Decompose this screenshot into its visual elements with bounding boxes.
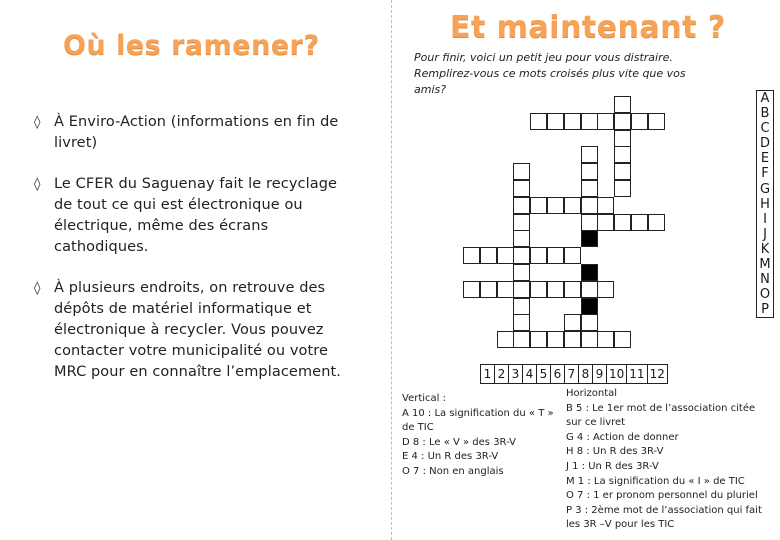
crossword-cell [581, 214, 598, 231]
row-letter: M [759, 257, 771, 273]
right-title: Et maintenant ? [450, 10, 726, 45]
crossword-cell [480, 281, 497, 298]
crossword-cell [581, 180, 598, 197]
crossword-cell [547, 197, 564, 214]
crossword-cell [513, 264, 530, 281]
row-letter: K [760, 241, 770, 257]
crossword-cell [614, 146, 631, 163]
crossword-cell [648, 214, 665, 231]
drop-off-list [34, 112, 354, 403]
clue: O 7 : Non en anglais [402, 465, 504, 477]
crossword-intro: Pour finir, voici un petit jeu pour vous distraire. Remplirez-vous ce mots croisés plus vite que vos amis? [414, 51, 686, 96]
clue: H 8 : Un R des 3R-V [566, 446, 664, 458]
column-number: 6 [551, 365, 565, 383]
row-letter: O [759, 287, 771, 303]
clue: A 10 : La signification du « T » de TIC [402, 407, 557, 434]
list-item-text: Le CFER du Saguenay fait le recyclage de tout ce qui est électronique ou électrique, même des écrans cathodiques. [54, 176, 338, 255]
column-number: 8 [579, 365, 593, 383]
clue: O 7 : 1 er pronom personnel du pluriel [566, 490, 758, 502]
vertical-clues [402, 392, 562, 480]
row-letter: H [760, 196, 770, 212]
crossword-cell [463, 281, 480, 298]
column-number: 5 [537, 365, 551, 383]
crossword-black-cell [581, 298, 598, 315]
crossword-cell [614, 113, 631, 130]
column-number: 1 [481, 365, 495, 383]
clue: G 4 : Action de donner [566, 431, 679, 443]
crossword-cell [530, 113, 547, 130]
crossword-cell [581, 314, 598, 331]
crossword-cell [581, 146, 598, 163]
crossword-cell [614, 180, 631, 197]
row-letter: F [761, 166, 769, 182]
crossword-cell [547, 281, 564, 298]
column-number: 9 [593, 365, 607, 383]
crossword-cell [547, 247, 564, 264]
crossword-cell [547, 331, 564, 348]
crossword-cell [614, 96, 631, 113]
crossword-cell [564, 331, 581, 348]
crossword-cell [564, 247, 581, 264]
crossword-cell [513, 230, 530, 247]
crossword-cell [513, 298, 530, 315]
crossword-cell [597, 197, 614, 214]
row-letter: G [759, 181, 771, 197]
crossword-cell [597, 113, 614, 130]
crossword-cell [581, 197, 598, 214]
horizontal-heading: Horizontal [566, 388, 618, 399]
crossword-cell [564, 314, 581, 331]
column-number: 10 [607, 365, 627, 383]
column-number: 11 [627, 365, 647, 383]
clue: E 4 : Un R des 3R-V [402, 451, 499, 463]
diamond-bullet-icon: ◊ [34, 177, 41, 192]
crossword-cell [463, 247, 480, 264]
diamond-bullet-icon: ◊ [34, 281, 41, 296]
list-item-text: À plusieurs endroits, on retrouve des dépôts de matériel informatique et électronique à recycler. Vous pouvez contacter votre municipalité ou votre MRC pour en connaître l’emplacement. [54, 280, 341, 380]
crossword-cell [648, 113, 665, 130]
crossword-cell [530, 247, 547, 264]
crossword-cell [513, 247, 530, 264]
crossword-cell [480, 247, 497, 264]
crossword-cell [614, 331, 631, 348]
column-number: 7 [565, 365, 579, 383]
row-letters [756, 90, 774, 318]
page-divider [391, 0, 392, 540]
crossword-cell [513, 163, 530, 180]
left-title: Où les ramener? [63, 30, 320, 61]
row-letter: C [760, 121, 770, 137]
crossword-cell [597, 331, 614, 348]
crossword-cell [513, 331, 530, 348]
crossword-black-cell [581, 230, 598, 247]
row-letter: P [761, 302, 769, 318]
list-item [34, 112, 354, 154]
crossword-cell [564, 113, 581, 130]
row-letter: A [760, 91, 770, 106]
crossword-cell [513, 214, 530, 231]
crossword-cell [530, 281, 547, 298]
row-letter: E [760, 151, 770, 167]
row-letter: J [763, 226, 767, 242]
list-item-text: À Enviro-Action (informations en fin de livret) [54, 114, 339, 151]
crossword-cell [513, 281, 530, 298]
crossword-cell [597, 281, 614, 298]
crossword-cell [581, 331, 598, 348]
crossword-cell [564, 197, 581, 214]
crossword-cell [497, 281, 514, 298]
clue: P 3 : 2ème mot de l’association qui fait les 3R –V pour les TIC [566, 504, 766, 531]
clue: M 1 : La signification du « I » de TIC [566, 475, 745, 487]
crossword-cell [614, 214, 631, 231]
crossword-cell [513, 180, 530, 197]
clue: D 8 : Le « V » des 3R-V [402, 436, 516, 448]
crossword-cell [597, 214, 614, 231]
clue: B 5 : Le 1er mot de l’association citée sur ce livret [566, 402, 759, 429]
diamond-bullet-icon: ◊ [34, 115, 41, 130]
crossword-cell [581, 163, 598, 180]
crossword-cell [513, 197, 530, 214]
column-number: 12 [649, 367, 665, 381]
crossword-cell [564, 281, 581, 298]
crossword-cell [581, 113, 598, 130]
crossword-cell [513, 314, 530, 331]
crossword-cell [547, 113, 564, 130]
column-numbers [480, 364, 668, 384]
row-letter: N [760, 272, 770, 288]
list-item [34, 278, 354, 383]
vertical-heading: Vertical : [402, 393, 446, 404]
column-number: 2 [495, 365, 509, 383]
list-item [34, 174, 354, 258]
crossword-cell [497, 247, 514, 264]
row-letter: B [760, 106, 770, 122]
crossword-cell [614, 163, 631, 180]
column-number: 3 [509, 365, 523, 383]
crossword-cell [530, 197, 547, 214]
row-letter: I [763, 211, 767, 227]
crossword-cell [530, 331, 547, 348]
row-letter: D [759, 136, 770, 152]
crossword-cell [631, 113, 648, 130]
crossword-black-cell [581, 264, 598, 281]
crossword-cell [631, 214, 648, 231]
crossword-cell [614, 130, 631, 147]
clue: J 1 : Un R des 3R-V [566, 460, 659, 472]
column-number: 4 [523, 365, 537, 383]
horizontal-clues [566, 387, 766, 533]
crossword-cell [497, 331, 514, 348]
crossword-cell [581, 281, 598, 298]
